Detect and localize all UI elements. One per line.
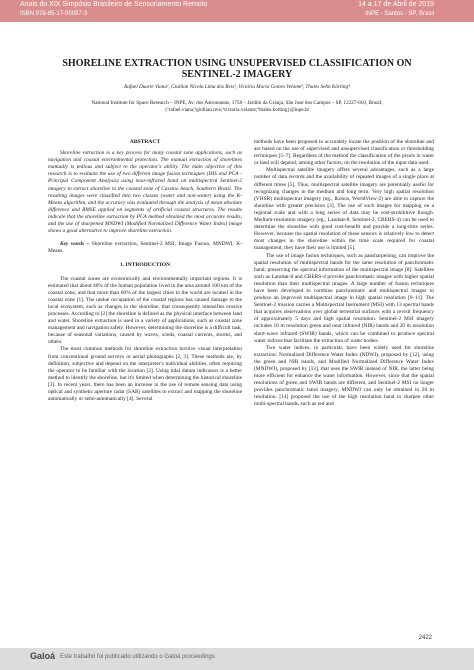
intro-paragraph-1: The coastal zones are economically and environmentally important regions. It is estimated that about 40% of the human population lived in the area around 100 km of the coastal zone, and that more than 60% of the largest cities in the world are located in the coastal zone [1]. The undue occupation of the coastal regions has caused damage to the local ecosystem, such as changes in the shoreline, that consequently intensifies erosive processes. According to [2] the shoreline is defined as the physical interface between land and water. Shoreline extraction is used in a variety of applications, such as coastal zone management and navigation safety. However, determining the shoreline is a difficult task, because of seasonal variations, caused by waves, winds, coastal currents, storms, and others.	[48, 275, 242, 346]
right-paragraph-3: The use of image fusion techniques, such as pansharpening, can improve the spatial resolution of multispectral bands for the same resolution of panchromatic band, preserving the spectral information of the multispectral image [8]. Satellites such as Landsat-8 and CBERS-4 provide panchromatic images with higher spatial resolution than their multispectral images. A large number of fusion techniques have been developed to combine panchromatic and multispectral images to produce an improved multispectral image in high spatial resolution [9–11]. The Sentinel-2 mission carries a Multispectral Instrument (MSI) with 13 spectral bands that acquires observations over global terrestrial surfaces with a revisit frequency of approximately 5 days and high spatial resolution. Sentinel-2 MSI imagery includes 10 m resolution green and near infrared (NIR) bands and 20 m resolution short-wave infrared (SWIR) bands, which can be combined to produce spectral water indices that facilitate the extraction of water bodies.	[254, 252, 434, 344]
title-line-1: SHORELINE EXTRACTION USING UNSUPERVISED CLASSIFICATION ON	[62, 58, 412, 69]
conference-header	[0, 0, 474, 22]
left-column	[48, 139, 242, 403]
affiliation: National Institute for Space Research – INPE, Av. dos Astronautas, 1758 – Jardim da Granja, São José dos Campos – SP, 12227-010, Brazil; {¹rafael.viana;²giullian.reis;³victoria.velame;⁴thales.korting}@inpe.br	[91, 100, 383, 113]
right-paragraph-4: Two water indices, in particular, have been widely used for shoreline extraction: Normalized Difference Water Index (NDWI), proposed by [12], using the green and NIR bands, and Modified Normalized Difference Water Index (MNDWI), proposed by [13], that uses the SWIR instead of NIR, the latter being more efficient for enhance the water information. However, since that the spatial resolutions of green and SWIR bands are different, and Sentinel-2 MSI no longer provides panchromatic band imagery, MNDWI can only be obtained in 20 m resolution. [14] proposed the use of the high resolution band to sharpen other multi-spectral bands, such as red and	[254, 344, 434, 408]
right-paragraph-2: Multispectral satellite imagery offers several advantages, such as a large number of data records and the availability of repeated images of a single place at different times [5]. Thus, multispectral satellite imagery are potentially useful for recognizing changes in the medium and long term. Very high spatial resolution (VHSR) multispectral imagery (eg., Ikonos, WorldView-2) are able to capture the shoreline with greater precision [3]. The use of such images for mapping on a regional scale and with a long series of data may be cost-prohibitive though. Medium-resolution imagery (eg., Landsat-8, Sentinel-2, CBERS-4) can be used to determine the shoreline with good cost-benefit and provide a long-time series. However, because the spatial resolution of these sensors is relatively low to detect most changes in the shoreline within the time scale required for coastal management, they have their use is limited [5].	[254, 167, 434, 252]
keywords-list: Shoreline extraction, Sentinel-2 MSI, Image Fusion, MNDWI, K-Means.	[48, 241, 242, 255]
conference-dates: 14 a 17 de Abril de 2019	[358, 1, 434, 8]
abstract-heading: ABSTRACT	[129, 139, 161, 145]
keywords	[48, 241, 242, 255]
page-number: 2422	[418, 635, 432, 641]
isbn: ISBN 978-85-17-00097-3	[20, 11, 88, 17]
galoa-logo[interactable]: Galoá	[30, 651, 56, 661]
paper-title	[0, 58, 474, 80]
right-column	[254, 139, 434, 409]
footer-bar	[0, 648, 474, 670]
conference-location: INPE - Santos - SP, Brasil	[365, 11, 434, 17]
keywords-label: Key words –	[60, 241, 90, 248]
intro-paragraph-2: The most common methods for shoreline extraction involve visual interpretation from conventional ground surveys or aerial photographs [2, 3]. These methods are, by definition, subjective and depend on the interpreter's individual abilities, often requiring the operator to be familiar with the location [2]. Using tidal datum indicators is a better method to identify the shoreline, but it's limited when determining the historical shoreline [3]. In recent years, there has been an increase in the use of remote sensing data using optical and synthetic aperture radar (SAR) satellites to extract and mapping the shoreline automatically or semi-automatically [4]. Several	[48, 346, 242, 403]
right-paragraph-1: methods have been proposed to accurately locate the position of the shoreline and are based on the use of supervised and unsupervised classification or thresholding techniques [5–7]. Regardless of the method the classification of the pixels in water or land will depend, among other factors, on the resolution of the input data used.	[254, 139, 434, 167]
conference-name: Anais do XIX Simpósio Brasileiro de Sensoriamento Remoto	[20, 1, 208, 8]
title-line-2: SENTINEL-2 IMAGERY	[181, 69, 293, 80]
abstract-text: Shoreline extraction is a key process for many coastal zone applications, such as navigation and coastal environmental protection. The manual extraction of shorelines manually is tedious and subject to the operator's ability. The main objective of this research is to evaluate the use of two different image fusion techniques (IHS and PCA - Principal Component Analysis) using near-infrared band on multispectral Sentinel-2 imagery to extract shoreline in the coastal zone of Cassino beach, Southern Brazil. The resulting images were classified into two classes (water and non-water) using the K-Means algorithm, and the accuracy was evaluated through the analysis of mean absolute difference and RMSE applied on segments of artificial coastal structures. The results indicate that the shoreline extraction by PCA method obtained the most accurate results, and the use of sharpened MNDWI (Modified Normalized Difference Water Index) image shows a good alternative to improve shoreline extraction.	[48, 150, 242, 235]
authors: Rafael Duarte Viana¹, Giullian Nicola Lima dos Reis², Victória Maria Gomes Velame³, Thales Sehn Körting⁴	[124, 84, 350, 90]
introduction-heading: 1. INTRODUCTION	[119, 262, 171, 269]
footer-text: Este trabalho foi publicado utilizando o Galoá proceedings	[60, 654, 215, 660]
